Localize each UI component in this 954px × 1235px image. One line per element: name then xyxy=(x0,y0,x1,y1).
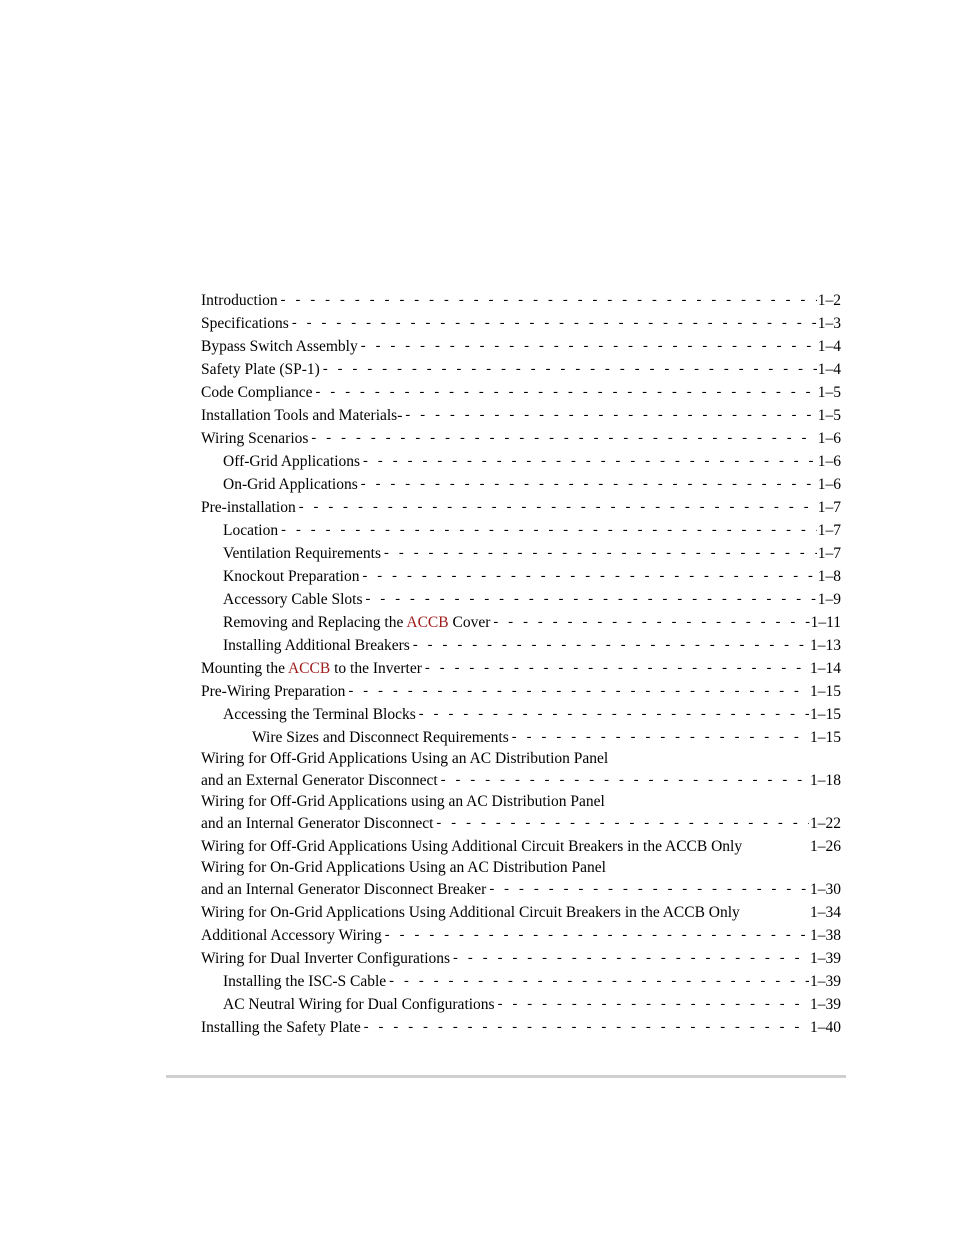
toc-entry-title: Ventilation Requirements xyxy=(223,545,381,562)
toc-entry[interactable] xyxy=(201,792,841,835)
toc-entry[interactable] xyxy=(201,1016,841,1039)
toc-entry-title-post: Cover xyxy=(448,614,491,631)
toc-entry-title-pre: Mounting the xyxy=(201,660,288,677)
toc-entry[interactable] xyxy=(201,726,841,749)
toc-entry[interactable] xyxy=(201,381,841,404)
dot-leader xyxy=(365,588,816,611)
toc-page-number: 1–39 xyxy=(810,950,841,967)
dot-leader xyxy=(323,358,817,381)
toc-entry[interactable] xyxy=(201,657,841,680)
toc-entry-title: AC Neutral Wiring for Dual Configurations xyxy=(223,996,495,1013)
accb-term-link[interactable]: ACCB xyxy=(287,660,331,677)
toc-entry[interactable] xyxy=(201,901,841,924)
toc-entry-title: Wiring Scenarios xyxy=(201,430,309,447)
toc-entry-title: Accessory Cable Slots xyxy=(223,591,363,608)
toc-entry-title xyxy=(201,657,425,680)
accb-term-link[interactable]: ACCB xyxy=(406,614,449,631)
toc-entry-title: Wiring for Off-Grid Applications Using Additional Circuit Breakers in the ACCB Only xyxy=(201,838,743,855)
dot-leader xyxy=(362,565,816,588)
toc-page-number: 1–18 xyxy=(810,772,841,789)
toc-page-number: 1–6 xyxy=(817,476,841,493)
toc-page-number: 1–3 xyxy=(817,315,841,332)
toc-page-number: 1–34 xyxy=(810,904,841,921)
toc-entry[interactable] xyxy=(201,588,841,611)
dot-leader xyxy=(292,312,817,335)
toc-entry-title: Code Compliance xyxy=(201,384,313,401)
toc-page-number: 1–40 xyxy=(810,1019,841,1036)
dot-leader xyxy=(436,812,809,835)
toc-entry[interactable] xyxy=(201,473,841,496)
toc-entry-title: Pre-installation xyxy=(201,499,296,516)
toc-page-number: 1–14 xyxy=(810,660,841,677)
toc-entry-title: Off-Grid Applications xyxy=(223,453,361,470)
dot-leader xyxy=(385,924,809,947)
footer-rule xyxy=(166,1075,846,1078)
toc-page-number: 1–4 xyxy=(817,361,841,378)
toc-entry[interactable] xyxy=(201,404,841,427)
toc-page-number: 1–7 xyxy=(817,522,841,539)
toc-entry-title-line1: Wiring for Off-Grid Applications using an AC Distribution Panel xyxy=(201,793,605,810)
toc-entry-title: Installing the Safety Plate xyxy=(201,1019,361,1036)
toc-entry-title xyxy=(223,611,493,634)
toc-page-number: 1–26 xyxy=(810,838,841,855)
toc-entry[interactable] xyxy=(201,358,841,381)
toc-page-number: 1–7 xyxy=(817,545,841,562)
toc-entry-title: Installation Tools and Materials- xyxy=(201,407,403,424)
toc-page-number: 1–2 xyxy=(817,292,841,309)
dot-leader xyxy=(299,496,817,519)
table-of-contents xyxy=(201,289,841,1039)
toc-entry-title: and an Internal Generator Disconnect Breaker xyxy=(201,881,487,898)
toc-page-number: 1–39 xyxy=(810,996,841,1013)
toc-entry[interactable] xyxy=(201,703,841,726)
dot-leader xyxy=(441,769,809,792)
toc-entry[interactable] xyxy=(201,634,841,657)
dot-leader xyxy=(361,335,817,358)
toc-page-number: 1–7 xyxy=(817,499,841,516)
toc-entry[interactable] xyxy=(201,749,841,792)
toc-entry[interactable] xyxy=(201,289,841,312)
toc-page-number: 1–5 xyxy=(817,407,841,424)
toc-entry[interactable] xyxy=(201,542,841,565)
toc-entry-title-line1: Wiring for On-Grid Applications Using an AC Distribution Panel xyxy=(201,859,606,876)
toc-entry-title: Specifications xyxy=(201,315,289,332)
dot-leader xyxy=(361,473,817,496)
toc-page-number: 1–30 xyxy=(810,881,841,898)
dot-leader xyxy=(453,947,809,970)
toc-entry-title: and an External Generator Disconnect xyxy=(201,772,438,789)
toc-page-number: 1–8 xyxy=(817,568,841,585)
dot-leader xyxy=(363,450,817,473)
dot-leader xyxy=(348,680,809,703)
toc-entry-title: Accessing the Terminal Blocks xyxy=(223,706,416,723)
toc-entry-title: Installing Additional Breakers xyxy=(223,637,410,654)
toc-entry[interactable] xyxy=(201,858,841,901)
toc-page-number: 1–5 xyxy=(817,384,841,401)
toc-page-number: 1–38 xyxy=(810,927,841,944)
toc-entry[interactable] xyxy=(201,565,841,588)
toc-entry-title: Wire Sizes and Disconnect Requirements xyxy=(252,729,509,746)
toc-entry-title: Additional Accessory Wiring xyxy=(201,927,382,944)
toc-page-number: 1–15 xyxy=(810,729,841,746)
toc-entry-title: and an Internal Generator Disconnect xyxy=(201,815,434,832)
toc-entry[interactable] xyxy=(201,680,841,703)
toc-entry-title: Wiring for Dual Inverter Configurations xyxy=(201,950,451,967)
toc-entry-title: On-Grid Applications xyxy=(223,476,358,493)
dot-leader xyxy=(489,878,809,901)
toc-entry-title: Bypass Switch Assembly xyxy=(201,338,358,355)
toc-page-number: 1–39 xyxy=(810,973,841,990)
dot-leader xyxy=(384,542,817,565)
dot-leader xyxy=(512,726,809,749)
toc-entry[interactable] xyxy=(201,835,841,858)
toc-entry-title: Safety Plate (SP-1) xyxy=(201,361,320,378)
toc-entry[interactable] xyxy=(201,947,841,970)
toc-entry-title-line1: Wiring for Off-Grid Applications Using an AC Distribution Panel xyxy=(201,750,609,767)
dot-leader xyxy=(413,634,809,657)
dot-leader xyxy=(316,381,817,404)
dot-leader xyxy=(311,427,816,450)
toc-entry[interactable] xyxy=(201,496,841,519)
dot-leader xyxy=(389,970,809,993)
toc-entry[interactable] xyxy=(201,427,841,450)
toc-page-number: 1–6 xyxy=(817,430,841,447)
toc-entry[interactable] xyxy=(201,519,841,542)
dot-leader xyxy=(405,404,816,427)
dot-leader xyxy=(281,289,817,312)
toc-page-number: 1–11 xyxy=(810,614,841,631)
toc-page-number: 1–9 xyxy=(817,591,841,608)
toc-entry-title: Introduction xyxy=(201,292,278,309)
toc-entry[interactable] xyxy=(201,993,841,1016)
dot-leader xyxy=(281,519,817,542)
toc-entry[interactable] xyxy=(201,924,841,947)
toc-page-number: 1–13 xyxy=(810,637,841,654)
dot-leader xyxy=(425,657,809,680)
toc-entry-title-pre: Removing and Replacing the xyxy=(223,614,407,631)
dot-leader xyxy=(498,993,809,1016)
toc-page-number: 1–6 xyxy=(817,453,841,470)
toc-entry-title: Wiring for On-Grid Applications Using Additional Circuit Breakers in the ACCB Only xyxy=(201,904,740,921)
toc-entry-title: Knockout Preparation xyxy=(223,568,360,585)
toc-entry-title: Location xyxy=(223,522,279,539)
toc-entry[interactable] xyxy=(201,312,841,335)
toc-entry-title: Installing the ISC-S Cable xyxy=(223,973,387,990)
toc-entry-title: Pre-Wiring Preparation xyxy=(201,683,346,700)
toc-entry[interactable] xyxy=(201,611,841,634)
toc-page-number: 1–22 xyxy=(810,815,841,832)
toc-entry[interactable] xyxy=(201,335,841,358)
toc-page-number: 1–15 xyxy=(810,683,841,700)
dot-leader xyxy=(364,1016,809,1039)
toc-entry[interactable] xyxy=(201,450,841,473)
dot-leader xyxy=(419,703,809,726)
toc-entry[interactable] xyxy=(201,970,841,993)
dot-leader xyxy=(493,611,809,634)
toc-entry-title-post: to the Inverter xyxy=(330,660,422,677)
toc-page-number: 1–4 xyxy=(817,338,841,355)
toc-page-number: 1–15 xyxy=(810,706,841,723)
